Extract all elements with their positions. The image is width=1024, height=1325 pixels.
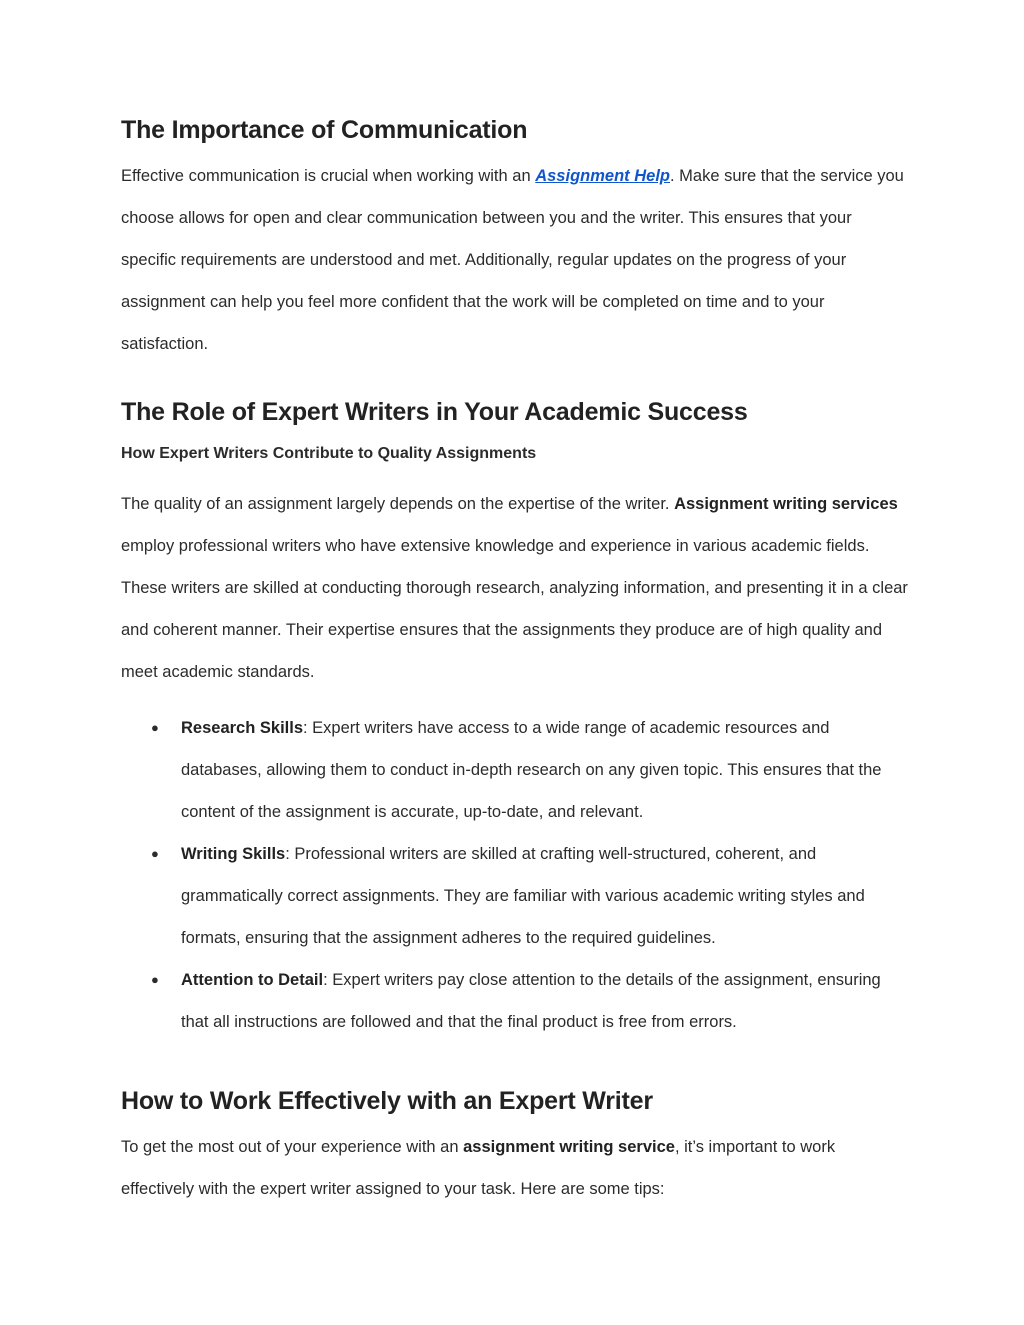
section-expert-writers [121,398,911,1043]
list-item [121,833,896,959]
paragraph-text: Effective communication is crucial when working with an [121,167,536,185]
list-item [121,707,896,833]
section-heading: The Role of Expert Writers in Your Academic Success [121,398,748,426]
section-paragraph [121,1126,911,1210]
bullet-icon: ● [151,846,159,861]
list-item-text: : Professional writers are skilled at crafting well-structured, coherent, and grammatically correct assignments. They are familiar with various academic writing styles and formats, ensuring that the assignment adheres to the required guidelines. [181,845,865,947]
paragraph-text: employ professional writers who have extensive knowledge and experience in various academic fields. These writers are skilled at conducting thorough research, analyzing information, and presenting it in a clear and coherent manner. Their expertise ensures that the assignments they produce are of high quality and meet academic standards. [121,537,908,681]
section-heading: How to Work Effectively with an Expert Writer [121,1087,653,1115]
assignment-help-link[interactable]: Assignment Help [535,167,670,185]
section-paragraph [121,155,911,365]
section-communication [121,116,911,365]
paragraph-text: . Make sure that the service you choose allows for open and clear communication between you and the writer. This ensures that your specific requirements are understood and met. Additionally, regular updates on the progress of your assignment can help you feel more confident that the work will be completed on time and to your satisfaction. [121,167,904,353]
skills-list [121,707,896,1043]
bullet-icon: ● [151,720,159,735]
bullet-icon: ● [151,972,159,987]
paragraph-text: The quality of an assignment largely depends on the expertise of the writer. [121,495,675,513]
paragraph-text: To get the most out of your experience with an [121,1138,464,1156]
list-item-term: Research Skills [181,719,303,737]
section-heading: The Importance of Communication [121,116,528,144]
section-work-effectively [121,1087,911,1210]
bold-term: Assignment writing services [674,495,898,513]
list-item-text: : Expert writers pay close attention to the details of the assignment, ensuring that all instructions are followed and that the final product is free from errors. [181,971,881,1031]
list-item-term: Writing Skills [181,845,286,863]
list-item [121,959,896,1043]
paragraph-text: , it’s important to work effectively with the expert writer assigned to your task. Here are some tips: [121,1138,836,1198]
section-paragraph [121,483,911,693]
list-item-text: : Expert writers have access to a wide range of academic resources and databases, allowing them to conduct in-depth research on any given topic. This ensures that the content of the assignment is accurate, up-to-date, and relevant. [181,719,882,821]
bold-term: assignment writing service [463,1138,675,1156]
section-subheading: How Expert Writers Contribute to Quality Assignments [121,445,537,462]
list-item-term: Attention to Detail [181,971,324,989]
